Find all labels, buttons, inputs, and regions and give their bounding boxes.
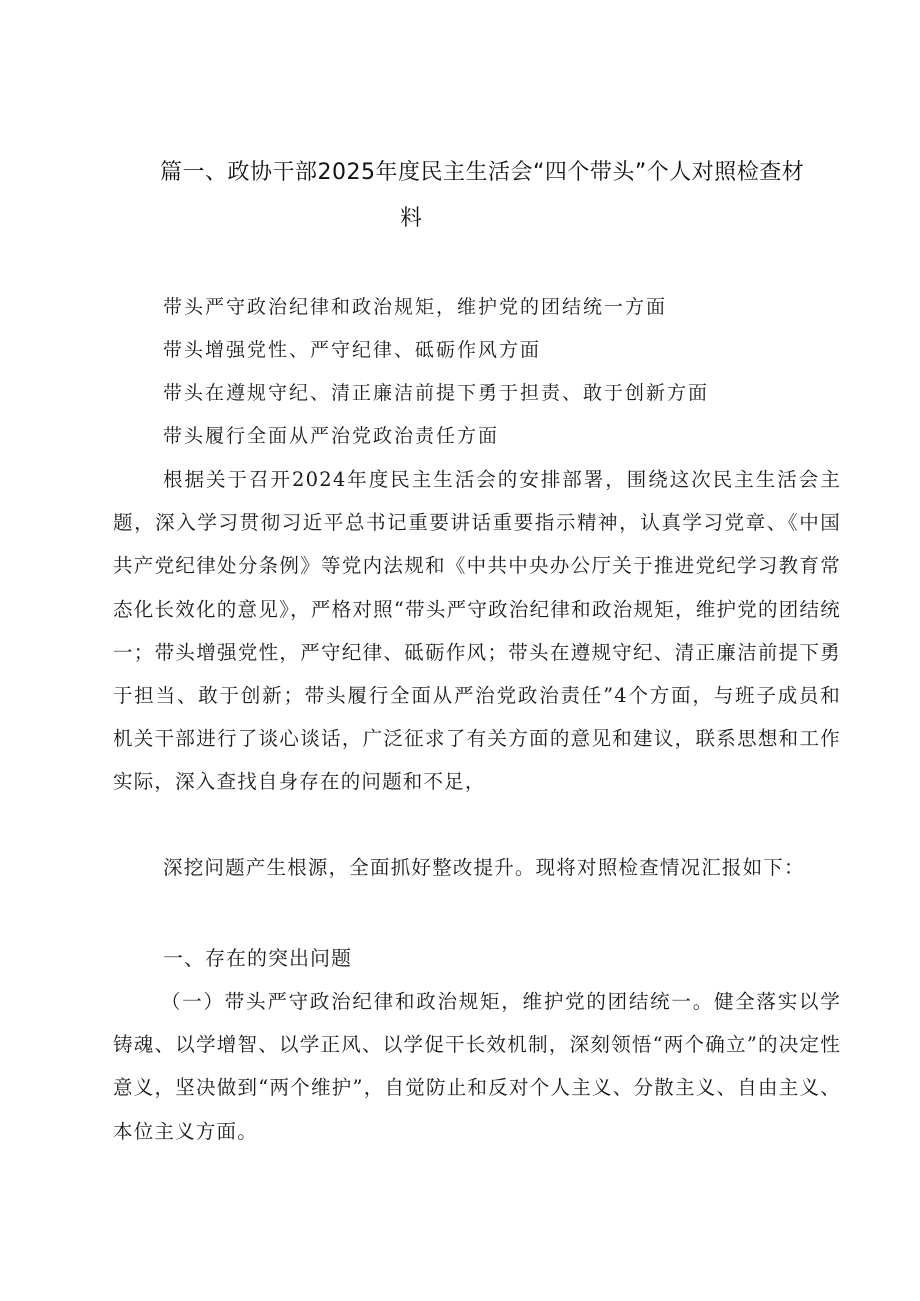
outline-item: 带头在遵规守纪、清正廉洁前提下勇于担责、敢于创新方面 xyxy=(163,382,710,404)
summary-paragraph: 深挖问题产生根源，全面抓好整改提升。现将对照检查情况汇报如下： xyxy=(163,856,805,879)
section-paragraph: （一）带头严守政治纪律和政治规矩，维护党的团结统一。健全落实以学铸魂、以学增智、以学正风、以学促干长效机制，深刻领悟“两个确立”的决定性意义，坚决做到“两个维护”，自觉防止和反对个人主义、分散主义、自由主义、本位主义方面。 xyxy=(113,990,841,1143)
title-line-2: 料 xyxy=(400,206,423,231)
outline-item: 带头履行全面从严治党政治责任方面 xyxy=(163,425,500,447)
title-line-1: 篇一、政协干部2025年度民主生活会“四个带头”个人对照检查材 xyxy=(160,160,805,185)
outline-list xyxy=(163,286,843,458)
outline-item: 带头严守政治纪律和政治规矩，维护党的团结统一方面 xyxy=(163,296,668,318)
document-title xyxy=(160,150,840,242)
intro-paragraph: 根据关于召开2024年度民主生活会的安排部署，围绕这次民主生活会主题，深入学习贯彻习近平总书记重要讲话重要指示精神，认真学习党章、《中国共产党纪律处分条例》等党内法规和《中共中央办公厅关于推进党纪学习教育常态化长效化的意见》，严格对照“带头严守政治纪律和政治规矩，维护党的团结统一；带头增强党性，严守纪律、砥砺作风；带头在遵规守纪、清正廉洁前提下勇于担当、敢于创新；带头履行全面从严治党政治责任”4个方面，与班子成员和机关干部进行了谈心谈话，广泛征求了有关方面的意见和建议，联系思想和工作实际，深入查找自身存在的问题和不足， xyxy=(113,468,841,794)
section-heading: 一、存在的突出问题 xyxy=(163,946,352,970)
outline-item: 带头增强党性、严守纪律、砥砺作风方面 xyxy=(163,339,542,361)
